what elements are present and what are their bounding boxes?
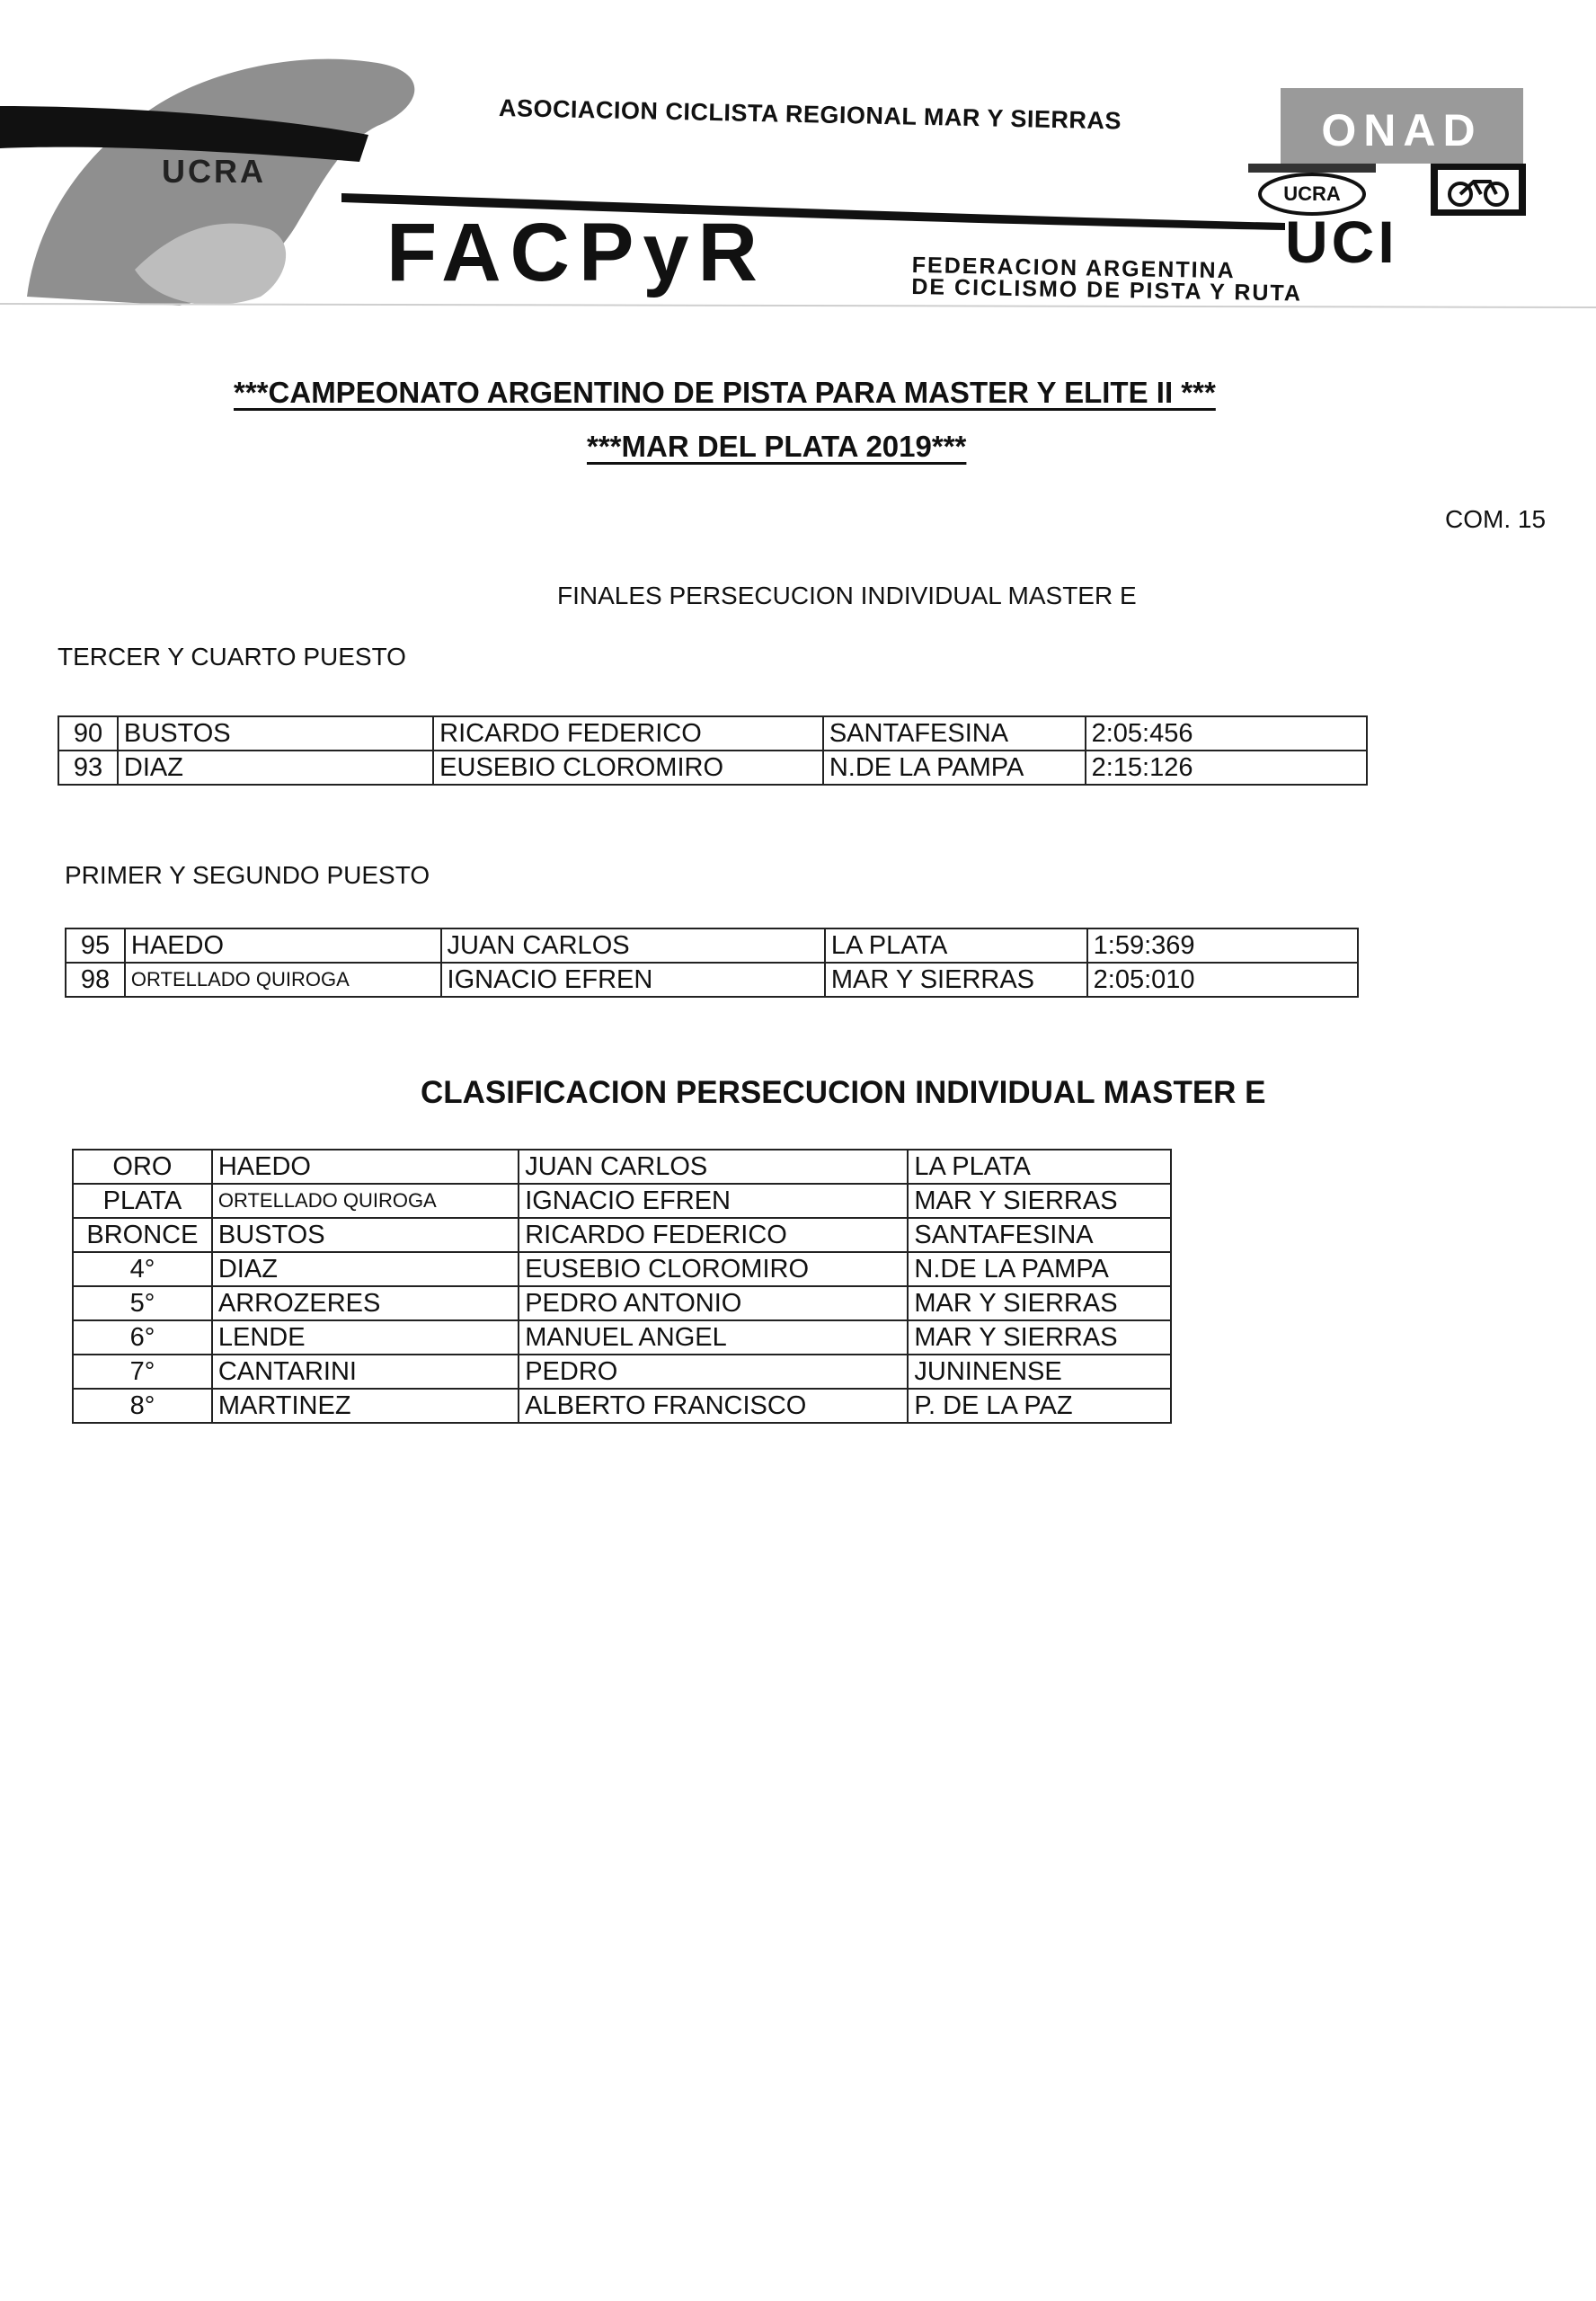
rider-number: 95 <box>66 928 125 963</box>
rider-team: SANTAFESINA <box>908 1218 1171 1252</box>
rider-surname: ORTELLADO QUIROGA <box>212 1184 519 1218</box>
rider-name: EUSEBIO CLOROMIRO <box>433 751 823 785</box>
placing: 8° <box>73 1389 212 1423</box>
rider-time: 2:05:456 <box>1086 716 1367 751</box>
facpyr-subtitle-line2: DE CICLISMO DE PISTA Y RUTA <box>911 273 1303 307</box>
placing: 6° <box>73 1320 212 1355</box>
rider-surname: LENDE <box>212 1320 519 1355</box>
table-row <box>73 1218 1171 1252</box>
table-row <box>73 1150 1171 1184</box>
table-row <box>58 716 1367 751</box>
placing: PLATA <box>73 1184 212 1218</box>
facpyr-subtitle <box>911 254 1302 305</box>
table-row <box>66 928 1358 963</box>
rider-name: MANUEL ANGEL <box>519 1320 908 1355</box>
rider-surname: BUSTOS <box>118 716 433 751</box>
placing: 7° <box>73 1355 212 1389</box>
rider-surname: BUSTOS <box>212 1218 519 1252</box>
ucra-logo-text: UCRA <box>162 153 266 190</box>
first-second-heading: PRIMER Y SEGUNDO PUESTO <box>65 861 430 889</box>
rider-name: JUAN CARLOS <box>441 928 825 963</box>
table-row <box>58 751 1367 785</box>
rider-time: 1:59:369 <box>1087 928 1358 963</box>
rider-number: 98 <box>66 963 125 997</box>
rider-name: ALBERTO FRANCISCO <box>519 1389 908 1423</box>
placing: BRONCE <box>73 1218 212 1252</box>
rider-surname: CANTARINI <box>212 1355 519 1389</box>
rider-surname: ARROZERES <box>212 1286 519 1320</box>
communique-number: COM. 15 <box>1445 505 1547 533</box>
classification-table <box>72 1149 1172 1424</box>
rider-name: JUAN CARLOS <box>519 1150 908 1184</box>
table-row <box>73 1389 1171 1423</box>
rider-team: MAR Y SIERRAS <box>908 1320 1171 1355</box>
table-row <box>73 1252 1171 1286</box>
onad-logo-text: ONAD <box>1321 105 1483 155</box>
rider-surname: DIAZ <box>212 1252 519 1286</box>
rider-time: 2:05:010 <box>1087 963 1358 997</box>
rider-team: N.DE LA PAMPA <box>908 1252 1171 1286</box>
rider-surname: DIAZ <box>118 751 433 785</box>
rider-number: 90 <box>58 716 118 751</box>
table-row <box>66 963 1358 997</box>
placing: ORO <box>73 1150 212 1184</box>
rider-name: RICARDO FEDERICO <box>519 1218 908 1252</box>
rider-team: P. DE LA PAZ <box>908 1389 1171 1423</box>
rider-name: IGNACIO EFREN <box>441 963 825 997</box>
rider-surname: HAEDO <box>125 928 441 963</box>
table-row <box>73 1355 1171 1389</box>
rider-team: MAR Y SIERRAS <box>908 1184 1171 1218</box>
rider-team: JUNINENSE <box>908 1355 1171 1389</box>
first-second-table <box>65 928 1359 998</box>
event-location-title: ***MAR DEL PLATA 2019*** <box>587 430 967 463</box>
rider-name: PEDRO ANTONIO <box>519 1286 908 1320</box>
facpyr-subtitle-line1: FEDERACION ARGENTINA <box>911 253 1236 284</box>
table-row <box>73 1184 1171 1218</box>
rider-name: IGNACIO EFREN <box>519 1184 908 1218</box>
svg-text:UCRA: UCRA <box>1283 182 1341 205</box>
uci-logo-text: UCI <box>1285 209 1398 275</box>
championship-title: ***CAMPEONATO ARGENTINO DE PISTA PARA MASTER Y ELITE II *** <box>234 376 1216 409</box>
rider-team: LA PLATA <box>825 928 1087 963</box>
finals-title: FINALES PERSECUCION INDIVIDUAL MASTER E <box>557 582 1137 609</box>
placing: 4° <box>73 1252 212 1286</box>
rider-name: PEDRO <box>519 1355 908 1389</box>
rider-number: 93 <box>58 751 118 785</box>
bicycle-icon <box>1429 162 1528 218</box>
rider-team: N.DE LA PAMPA <box>823 751 1086 785</box>
association-name: ASOCIACION CICLISTA REGIONAL MAR Y SIERRAS <box>498 94 1122 135</box>
rider-team: LA PLATA <box>908 1150 1171 1184</box>
rider-team: MAR Y SIERRAS <box>825 963 1087 997</box>
placing: 5° <box>73 1286 212 1320</box>
table-row <box>73 1286 1171 1320</box>
rider-name: RICARDO FEDERICO <box>433 716 823 751</box>
facpyr-logo-text: FACPyR <box>386 207 767 298</box>
third-fourth-heading: TERCER Y CUARTO PUESTO <box>58 643 406 671</box>
classification-title: CLASIFICACION PERSECUCION INDIVIDUAL MASTER E <box>421 1075 1266 1110</box>
rider-name: EUSEBIO CLOROMIRO <box>519 1252 908 1286</box>
rider-team: SANTAFESINA <box>823 716 1086 751</box>
third-fourth-table <box>58 715 1368 786</box>
rider-time: 2:15:126 <box>1086 751 1367 785</box>
rider-surname: MARTINEZ <box>212 1389 519 1423</box>
letterhead <box>0 0 1596 324</box>
rider-team: MAR Y SIERRAS <box>908 1286 1171 1320</box>
rider-surname: HAEDO <box>212 1150 519 1184</box>
rider-surname: ORTELLADO QUIROGA <box>125 963 441 997</box>
table-row <box>73 1320 1171 1355</box>
